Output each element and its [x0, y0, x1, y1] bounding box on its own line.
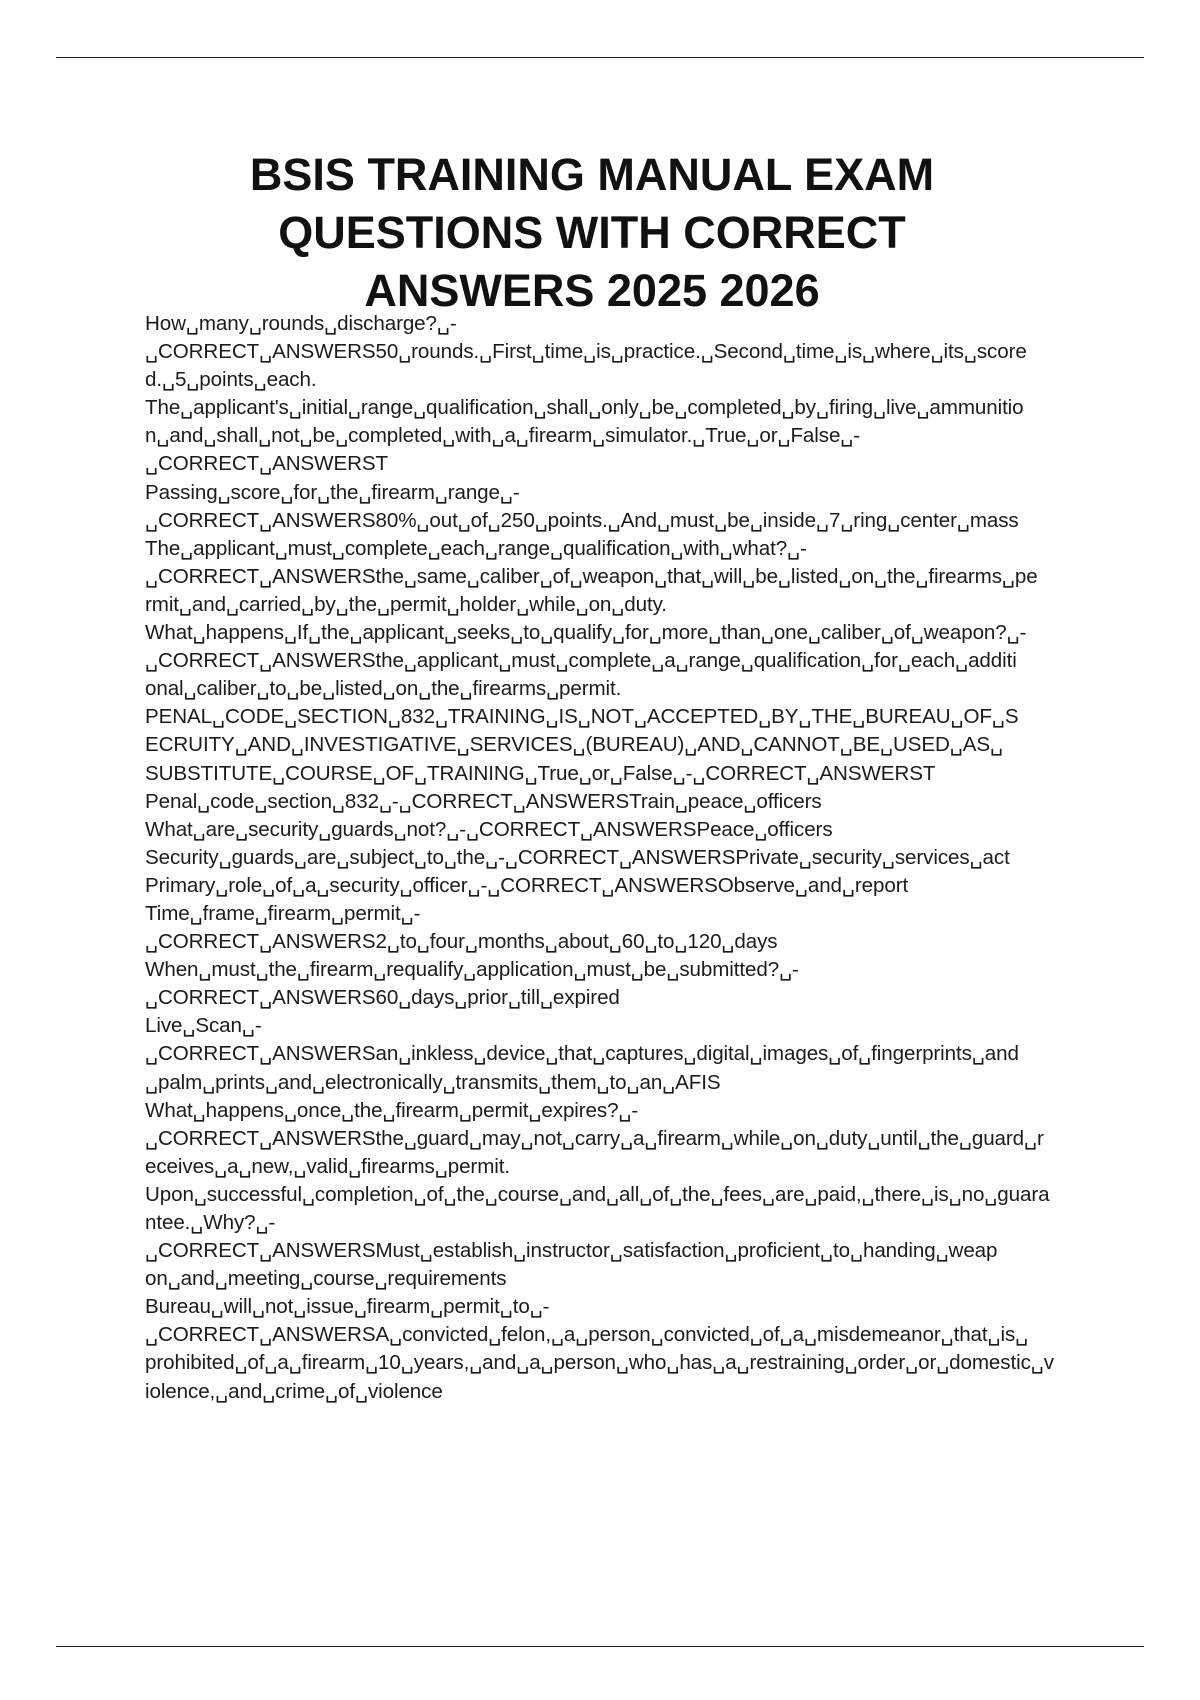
text-line: Bureau␣will␣not␣issue␣firearm␣permit␣to␣-: [145, 1295, 550, 1319]
text-line: ␣CORRECT␣ANSWERS60␣days␣prior␣till␣expired: [145, 986, 620, 1010]
text-line: Passing␣score␣for␣the␣firearm␣range␣-: [145, 480, 520, 504]
text-line: ␣CORRECT␣ANSWERSthe␣guard␣may␣not␣carry␣a␣firearm␣while␣on␣duty␣until␣the␣guard␣r: [145, 1126, 1044, 1150]
text-line: n␣and␣shall␣not␣be␣completed␣with␣a␣firearm␣simulator.␣True␣or␣False␣-: [145, 424, 861, 448]
text-line: ␣CORRECT␣ANSWERSan␣inkless␣device␣that␣captures␣digital␣images␣of␣fingerprints␣and: [145, 1042, 1019, 1066]
title-line: QUESTIONS WITH CORRECT: [278, 207, 906, 258]
text-line: iolence,␣and␣crime␣of␣violence: [145, 1379, 443, 1403]
document-body: [145, 310, 1095, 1406]
text-line: How␣many␣rounds␣discharge?␣-: [145, 312, 457, 335]
text-line: ECRUITY␣AND␣INVESTIGATIVE␣SERVICES␣(BUREAU)␣AND␣CANNOT␣BE␣USED␣AS␣: [145, 733, 1003, 757]
text-line: on␣and␣meeting␣course␣requirements: [145, 1267, 507, 1291]
text-line: What␣happens␣once␣the␣firearm␣permit␣expires?␣-: [145, 1098, 639, 1122]
top-divider: [56, 57, 1144, 58]
text-line: ␣CORRECT␣ANSWERSthe␣same␣caliber␣of␣weapon␣that␣will␣be␣listed␣on␣the␣firearms␣pe: [145, 564, 1038, 588]
text-line: PENAL␣CODE␣SECTION␣832␣TRAINING␣IS␣NOT␣ACCEPTED␣BY␣THE␣BUREAU␣OF␣S: [145, 705, 1019, 729]
title-line: BSIS TRAINING MANUAL EXAM: [249, 149, 935, 200]
text-line: Upon␣successful␣completion␣of␣the␣course␣and␣all␣of␣the␣fees␣are␣paid,␣there␣is␣no␣guara: [145, 1182, 1050, 1206]
text-line: ntee.␣Why?␣-: [145, 1211, 276, 1234]
text-line: What␣happens␣If␣the␣applicant␣seeks␣to␣qualify␣for␣more␣than␣one␣caliber␣of␣weapon?␣-: [145, 621, 1027, 645]
text-line: When␣must␣the␣firearm␣requalify␣application␣must␣be␣submitted?␣-: [145, 958, 799, 982]
text-line: Live␣Scan␣-: [145, 1014, 262, 1038]
text-line: Time␣frame␣firearm␣permit␣-: [145, 901, 421, 925]
text-line: ␣palm␣prints␣and␣electronically␣transmits␣them␣to␣an␣AFIS: [145, 1070, 721, 1094]
text-line: prohibited␣of␣a␣firearm␣10␣years,␣and␣a␣person␣who␣has␣a␣restraining␣order␣or␣domestic␣v: [145, 1351, 1054, 1375]
text-line: ␣CORRECT␣ANSWERS50␣rounds.␣First␣time␣is␣practice.␣Second␣time␣is␣where␣its␣score: [145, 340, 1027, 364]
text-line: ␣CORRECT␣ANSWERSMust␣establish␣instructor␣satisfaction␣proficient␣to␣handing␣weap: [145, 1239, 998, 1263]
text-line: ␣CORRECT␣ANSWERST: [145, 452, 388, 476]
text-line: ␣CORRECT␣ANSWERSthe␣applicant␣must␣complete␣a␣range␣qualification␣for␣each␣additi: [145, 649, 1017, 673]
title-line: ANSWERS 2025 2026: [364, 265, 820, 316]
text-line: Security␣guards␣are␣subject␣to␣the␣-␣CORRECT␣ANSWERSPrivate␣security␣services␣act: [145, 845, 1010, 869]
text-line: ␣CORRECT␣ANSWERS80%␣out␣of␣250␣points.␣And␣must␣be␣inside␣7␣ring␣center␣mass: [145, 508, 1019, 532]
text-line: eceives␣a␣new,␣valid␣firearms␣permit.: [145, 1154, 510, 1178]
bottom-divider: [56, 1646, 1144, 1647]
text-line: Penal␣code␣section␣832␣-␣CORRECT␣ANSWERSTrain␣peace␣officers: [145, 789, 822, 813]
text-line: rmit␣and␣carried␣by␣the␣permit␣holder␣while␣on␣duty.: [145, 592, 667, 616]
text-line: d.␣5␣points␣each.: [145, 368, 317, 392]
text-line: The␣applicant's␣initial␣range␣qualification␣shall␣only␣be␣completed␣by␣firing␣live␣ammunitio: [145, 396, 1024, 420]
text-line: ␣CORRECT␣ANSWERSA␣convicted␣felon,␣a␣person␣convicted␣of␣a␣misdemeanor␣that␣is␣: [145, 1323, 1029, 1347]
text-line: ␣CORRECT␣ANSWERS2␣to␣four␣months␣about␣60␣to␣120␣days: [145, 930, 778, 954]
text-line: SUBSTITUTE␣COURSE␣OF␣TRAINING␣True␣or␣False␣-␣CORRECT␣ANSWERST: [145, 761, 936, 785]
text-line: The␣applicant␣must␣complete␣each␣range␣qualification␣with␣what?␣-: [145, 536, 807, 560]
text-line: Primary␣role␣of␣a␣security␣officer␣-␣CORRECT␣ANSWERSObserve␣and␣report: [145, 873, 909, 897]
text-line: onal␣caliber␣to␣be␣listed␣on␣the␣firearms␣permit.: [145, 677, 622, 701]
document-title: [0, 146, 1184, 320]
text-line: What␣are␣security␣guards␣not?␣-␣CORRECT␣ANSWERSPeace␣officers: [145, 817, 833, 841]
